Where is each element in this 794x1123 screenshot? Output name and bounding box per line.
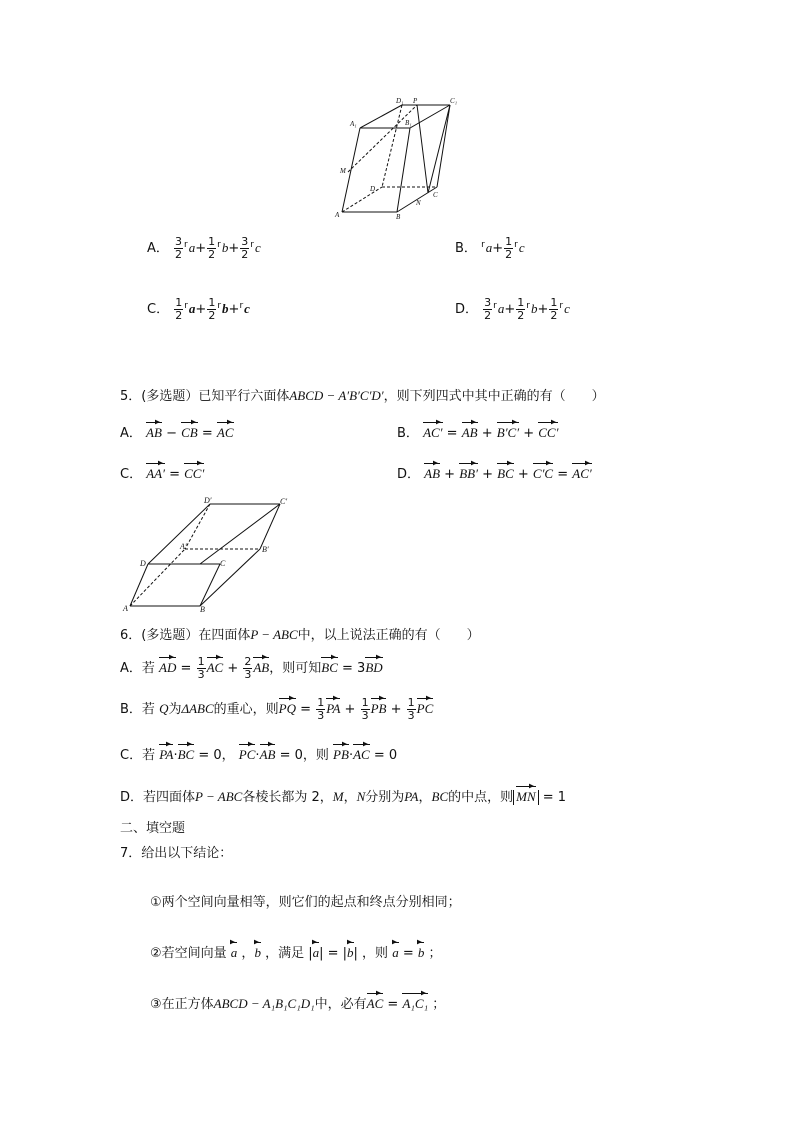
parallelepiped-figure-2	[120, 494, 295, 616]
label-p: P	[413, 97, 418, 105]
label-b1: B₁	[405, 119, 412, 127]
label-c1: C₁	[450, 97, 458, 105]
q7-stem: 7．给出以下结论：	[120, 846, 233, 861]
q4-option-d: D． $\frac{3}{2}$ $^r$a+ $\frac{1}{2}$ $^r$b+ $\frac{1}{2}$ $^r$c	[455, 296, 570, 322]
q4-option-c: C． $\frac{1}{2}$ $^r$a+ $\frac{1}{2}$ $^r$b+$^r$c	[147, 296, 250, 322]
label-b2: B	[200, 605, 205, 614]
q5-option-b: B． AC′ = AB + B′C′ + CC′	[397, 425, 559, 441]
q4-option-a: A． $\frac{3}{2}$ $^r$a+ $\frac{1}{2}$ $^r$b+ $\frac{3}{2}$ $^r$c	[147, 235, 261, 261]
label-a1: A₁	[350, 120, 357, 128]
q7-item-2: ②若空间向量 a ，b ，满足 |a| = |b| ，则 a = b ；	[150, 945, 442, 961]
label-a: A	[335, 211, 340, 219]
label-c-prime: C′	[280, 497, 288, 506]
q5-option-d: D． AB + BB′ + BC + C′C = AC′	[397, 466, 592, 482]
q5-stem: 5．(多选题）已知平行六面体ABCD − A′B′C′D′，则下列四式中其中正确的有（ ）	[120, 388, 605, 404]
q7-item-3: ③在正方体ABCD − A₁B₁C₁D₁中，必有AC = A₁C₁ ；	[150, 996, 446, 1012]
label-d2: D	[140, 559, 146, 568]
q6-option-b: B．若 Q为ΔABC的重心，则PQ = $\frac{1}{3}$ PA + $\frac{1}{3}$ PB + $\frac{1}{3}$ PC	[120, 696, 434, 722]
label-b-prime: B′	[262, 545, 269, 554]
q4-option-b: B． $^r$a+ $\frac{1}{2}$ $^r$c	[455, 235, 525, 261]
q6-option-a: A．若 AD = $\frac{1}{3}$ AC + $\frac{2}{3}$ AB，则可知BC = 3BD	[120, 655, 383, 681]
q5-option-c: C． AA′ = CC′	[120, 466, 205, 482]
label-c2: C	[220, 559, 226, 568]
parallelepiped-figure-1	[330, 95, 465, 220]
label-m: M	[340, 167, 346, 175]
label-b: B	[396, 213, 401, 220]
section-title: 二、填空题	[120, 821, 186, 836]
q6-option-d: D．若四面体P − ABC各棱长都为 2，M，N分别为PA，BC的中点，则 MN = 1	[120, 789, 567, 805]
q6-stem: 6．(多选题）在四面体P − ABC中，以上说法正确的有（ ）	[120, 627, 480, 643]
label-d1: D₁	[396, 97, 404, 105]
q6-option-c: C．若 PA·BC = 0， PC·AB = 0，则 PB·AC = 0	[120, 747, 398, 763]
label-c: C	[433, 191, 438, 199]
label-a2: A	[123, 604, 128, 613]
label-d: D	[370, 185, 376, 193]
q5-option-a: A． AB − CB = AC	[120, 425, 234, 441]
label-d-prime: D′	[204, 496, 212, 505]
label-n: N	[416, 199, 421, 207]
label-a-prime: A′	[180, 542, 187, 551]
q7-item-1: ①两个空间向量相等，则它们的起点和终点分别相同；	[150, 895, 461, 910]
